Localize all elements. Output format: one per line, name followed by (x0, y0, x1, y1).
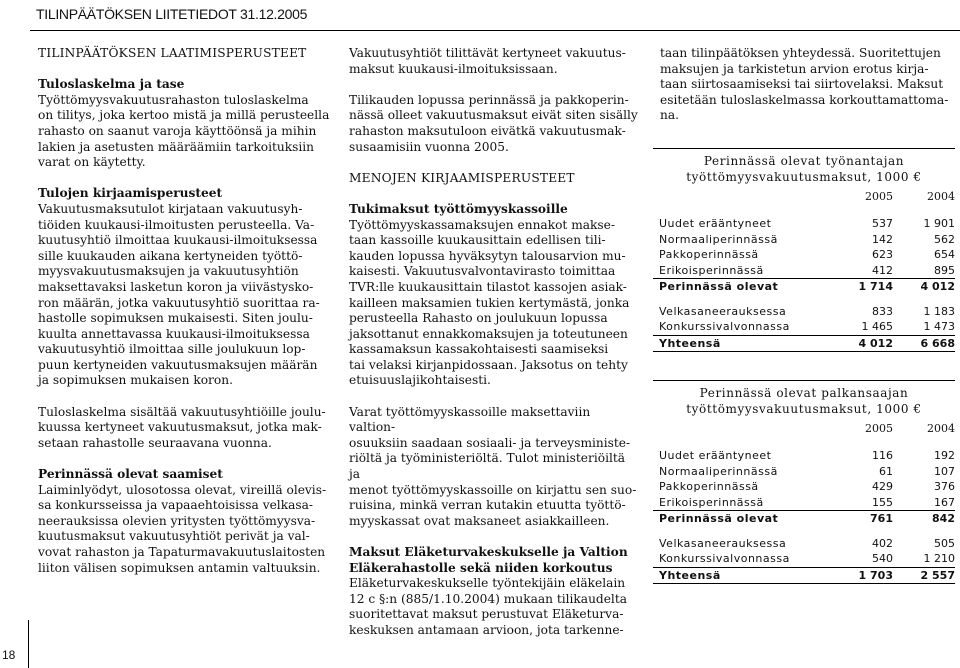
table-employee-premiums (653, 380, 955, 584)
page-number: 18 (2, 648, 16, 662)
text-line: maksujen ja tarkistetun arvion erotus kirja- (660, 61, 929, 76)
table-body (653, 185, 955, 352)
paragraph-receivables-in-collection (38, 483, 334, 577)
text-line: kailleen maksamien tukien kertymästä, jonka (349, 295, 630, 310)
text-line: keskuksen antamaan arvioon, jota tarkenne- (349, 622, 624, 637)
table-row: Normaaliperinnässä 61 107 (659, 464, 955, 478)
table-total-row: Yhteensä 4 012 6 668 (653, 335, 955, 352)
text-line: kuussa kertyneet vakuutusmaksut, jotka mak- (38, 420, 322, 435)
text-line: sille kuukauden aikana kertyneiden työttö- (38, 248, 303, 263)
table-row: Konkurssivalvonnassa 540 1 210 (659, 552, 955, 566)
text-line: ja sopimuksen mukaisen koron. (38, 373, 233, 388)
paragraph-state-contributions (349, 405, 639, 530)
text-line: vovat rahaston ja Tapaturmavakuutuslaitosten (38, 545, 326, 559)
text-line: Eläketurvakeskukselle työntekijäin eläkelain (349, 576, 626, 591)
text-line: Työttömyyskassamaksujen ennakot makse- (349, 217, 615, 232)
paragraph-pension-continuation (660, 46, 956, 124)
table-row: Pakkoperinnässä 623 654 (659, 248, 955, 262)
text-line: Tilikauden lopussa perinnässä ja pakkoperin- (349, 92, 629, 107)
text-line: tai velaksi kirjanpidossaan. Jaksotus on tehty (349, 357, 628, 372)
text-line: TVR:lle kuukausittain tilastot kassojen asiak- (349, 279, 627, 294)
column-header-2004: 2004 (927, 421, 955, 435)
text-line: Varat työttömyyskassoille maksettaviin valtion- (349, 404, 591, 435)
paragraph-pension-payments (349, 576, 639, 638)
text-line: kuutusmaksut vakuutusyhtiöt perivät ja val- (38, 529, 310, 544)
text-line: esitetään tuloslaskelmassa korkouttamattoma- (660, 92, 949, 107)
table-row: Normaaliperinnässä 142 562 (659, 232, 955, 246)
table-total-row: Yhteensä 1 703 2 557 (653, 567, 955, 584)
column-right-text (660, 46, 956, 124)
text-line: maksettavaksi lasketun koron ja viivästysko- (38, 279, 314, 294)
text-line: menot työttömyyskassoille on kirjattu sen suo- (349, 482, 637, 497)
column-header-2005: 2005 (865, 421, 893, 435)
column-left (38, 46, 334, 576)
text-line: nässä olleet vakuutusmaksut eivät siten sisälly (349, 108, 638, 123)
text-line: 12 c §:n (885/1.10.2004) mukaan tilikaudelta (349, 591, 627, 606)
text-line: myyskassat ovat maksaneet asiakkailleen. (349, 513, 610, 528)
text-line: osuuksiin saadaan sosiaali- ja terveysministe- (349, 435, 631, 450)
text-line: Tuloslaskelma sisältää vakuutusyhtiöille joulu- (38, 404, 326, 419)
table-row: Uudet erääntyneet 537 1 901 (659, 217, 955, 231)
text-line: maksut kuukausi-ilmoituksissaan. (349, 61, 558, 76)
text-line: tiöiden kuukausi-ilmoitusten perusteella. Va- (38, 217, 315, 232)
text-line: neerauksissa olevien yritysten työttömyysva- (38, 513, 316, 528)
text-line: etuisuuslajikohtaisesti. (349, 373, 491, 388)
subheading-receivables-in-collection: Perinnässä olevat saamiset (38, 467, 223, 482)
column-header-2005: 2005 (865, 189, 893, 203)
text-line: na. (660, 108, 679, 123)
section-heading-expense-principles: MENOJEN KIRJAAMISPERUSTEET (349, 170, 575, 185)
text-line: setaan rahastolle seuraavana vuonna. (38, 435, 272, 450)
text-line: Vakuutusyhtiöt tilittävät kertyneet vakuutus- (349, 46, 626, 60)
paragraph-income-recognition (38, 202, 334, 389)
paragraph-fund-payments (349, 218, 639, 390)
text-line: sa konkursseissa ja vapaaehtoisissa velkasa- (38, 498, 313, 513)
table-row: Erikoisperinnässä 155 167 (659, 495, 955, 509)
paragraph-income-statement (38, 93, 334, 171)
text-line: myysvakuutusmaksujen ja vakuutusyhtiön (38, 264, 299, 279)
text-line: susaamisiin vuonna 2005. (349, 139, 509, 154)
text-line: kassamaksun kassakohtaisesti saamiseksi (349, 342, 609, 357)
text-line: kuutusyhtiö ilmoittaa kuukausi-ilmoituksessa (38, 233, 318, 248)
text-line: lakien ja asetusten määräämiin tarkoituksiin (38, 139, 315, 154)
subheading-pension-payments (349, 545, 639, 576)
column-header-2004: 2004 (927, 189, 955, 203)
paragraph-year-end-collection (349, 93, 639, 155)
column-middle (349, 46, 639, 639)
table-subtotal-row: Perinnässä olevat 1 714 4 012 (653, 279, 955, 295)
text-line: riöltä ja työministeriöltä. Tulot ministeriöiltä ja (349, 451, 626, 482)
table-subtotal-row: Perinnässä olevat 761 842 (653, 511, 955, 527)
table-row: Velkasaneerauksessa 833 1 183 (659, 304, 955, 318)
text-line: puun kertyneiden vakuutusmaksujen määrän (38, 357, 318, 372)
table-row: Velkasaneerauksessa 402 505 (659, 536, 955, 550)
text-line: Laiminlyödyt, ulosotossa olevat, vireillä olevis- (38, 482, 327, 497)
text-line: rahaston maksutuloon eivätkä vakuutusmak- (349, 123, 626, 138)
text-line: taan tilinpäätöksen yhteydessä. Suoritettujen (660, 46, 941, 60)
text-line: varat on käytetty. (38, 155, 146, 170)
text-line: jaksottanut ennakkomaksujen ja toteutuneen (349, 326, 628, 341)
paragraph-december-premiums (38, 405, 334, 452)
text-line: kuulta annettavassa kuukausi-ilmoituksessa (38, 326, 310, 341)
text-line: ron määrän, jotka vakuutusyhtiö suorittaa ra- (38, 295, 320, 310)
table-row: Erikoisperinnässä 412 895 (659, 263, 955, 277)
text-line: on tilitys, joka kertoo mistä ja millä perusteella (38, 108, 330, 123)
section-heading-accounting-principles: TILINPÄÄTÖKSEN LAATIMISPERUSTEET (38, 46, 307, 60)
table-header-row (653, 417, 955, 439)
text-line: Eläkerahastolle sekä niiden korkoutus (349, 560, 613, 575)
table-employer-premiums (653, 148, 955, 352)
text-line: Työttömyysvakuutusrahaston tuloslaskelma (38, 92, 309, 107)
text-line: suoritettavat maksut perustuvat Eläketurva- (349, 607, 624, 622)
table-body (653, 417, 955, 584)
paragraph-insurance-settlement (349, 46, 639, 77)
text-line: taan siirtosaamiseksi tai siirtovelaksi. Maksut (660, 77, 944, 92)
subheading-income-statement: Tuloslaskelma ja tase (38, 77, 185, 92)
text-line: Vakuutusmaksutulot kirjataan vakuutusyh- (38, 201, 303, 216)
table-row: Pakkoperinnässä 429 376 (659, 480, 955, 494)
subheading-income-recognition: Tulojen kirjaamisperusteet (38, 186, 223, 201)
table-row: Uudet erääntyneet 116 192 (659, 449, 955, 463)
text-line: kauden lopussa hyväksytyn talousarvion mu- (349, 248, 626, 263)
subheading-fund-payments: Tukimaksut työttömyyskassoille (349, 201, 568, 216)
margin-rule (28, 620, 29, 668)
table-header-row (653, 185, 955, 207)
text-line: vakuutusyhtiö ilmoittaa sille joulukuun lop- (38, 342, 306, 357)
header-divider (30, 30, 960, 31)
text-line: perusteella Rahasto on joulukuun lopussa (349, 311, 608, 326)
table-row: Konkurssivalvonnassa 1 465 1 473 (659, 320, 955, 334)
text-line: taan kassoille kuukausittain edellisen tili- (349, 233, 606, 248)
text-line: Maksut Eläketurvakeskukselle ja Valtion (349, 545, 628, 559)
text-line: ruisina, minkä verran kutakin etuutta työttö- (349, 498, 626, 513)
table-title: Perinnässä olevat työnantajan työttömyysvakuutusmaksut, 1000 € (686, 154, 922, 184)
text-line: rahasto on saanut varoja käyttöönsä ja mihin (38, 123, 317, 138)
table-title: Perinnässä olevat palkansaajan työttömyysvakuutusmaksut, 1000 € (686, 386, 922, 416)
page-header-title: TILINPÄÄTÖKSEN LIITETIEDOT 31.12.2005 (36, 6, 308, 22)
text-line: hastolle sopimuksen mukaisesti. Siten joulu- (38, 311, 313, 326)
text-line: kaisesti. Vakuutusvalvontavirasto toimittaa (349, 264, 616, 279)
text-line: liiton välisen sopimuksen antamin valtuuksin. (38, 560, 321, 575)
